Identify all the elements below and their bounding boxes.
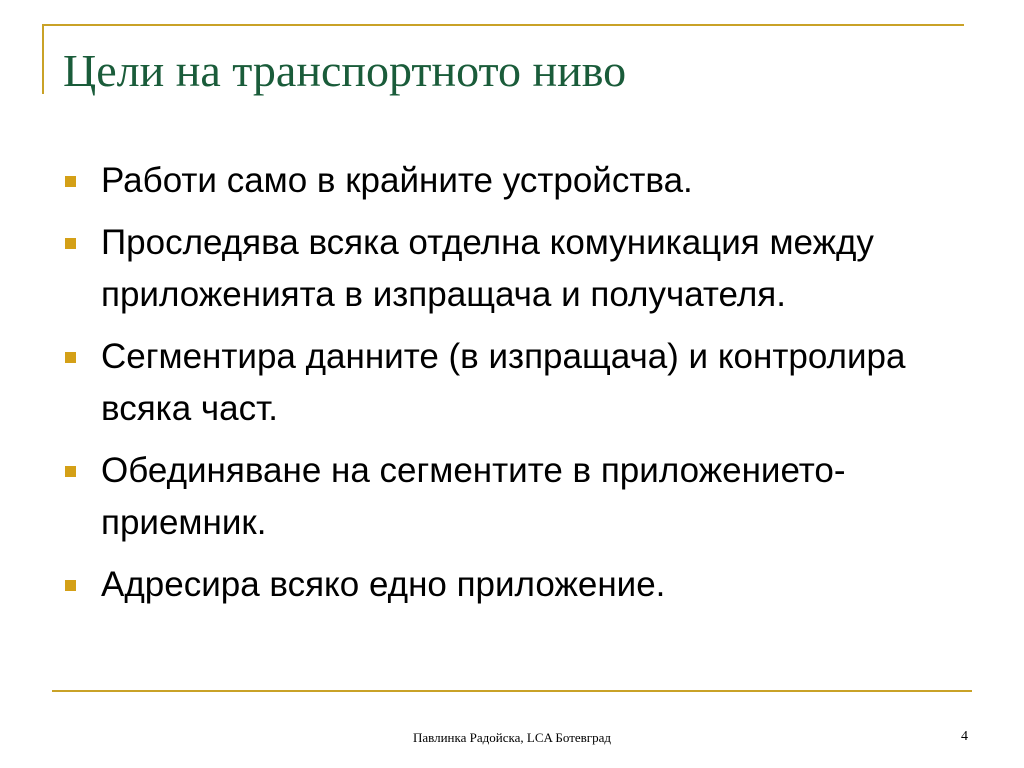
bullet-text: Сегментира данните (в изпращача) и контролира всяка част. xyxy=(101,337,906,428)
bullet-item xyxy=(64,445,964,549)
bullet-item xyxy=(64,331,964,435)
footer-divider xyxy=(52,690,972,692)
square-bullet-icon xyxy=(65,238,76,249)
bullet-text: Обединяване на сегментите в приложението-приемник. xyxy=(101,451,846,542)
bullet-text: Работи само в крайните устройства. xyxy=(101,161,693,200)
square-bullet-icon xyxy=(65,580,76,591)
square-bullet-icon xyxy=(65,176,76,187)
bullet-text: Адресира всяко едно приложение. xyxy=(101,565,666,604)
accent-top-line xyxy=(42,24,964,26)
footer-author: Павлинка Радойска, LCA Ботевград xyxy=(412,730,612,745)
bullet-text: Проследява всяка отделна комуникация между приложенията в изпращача и получателя. xyxy=(101,223,874,314)
square-bullet-icon xyxy=(65,352,76,363)
bullet-item xyxy=(64,217,964,321)
accent-vertical-line xyxy=(42,24,44,94)
slide-title: Цели на транспортното ниво xyxy=(63,45,627,96)
bullet-item xyxy=(64,155,964,207)
bullet-list xyxy=(64,155,964,621)
bullet-item xyxy=(64,559,964,611)
square-bullet-icon xyxy=(65,466,76,477)
page-number: 4 xyxy=(961,729,968,744)
